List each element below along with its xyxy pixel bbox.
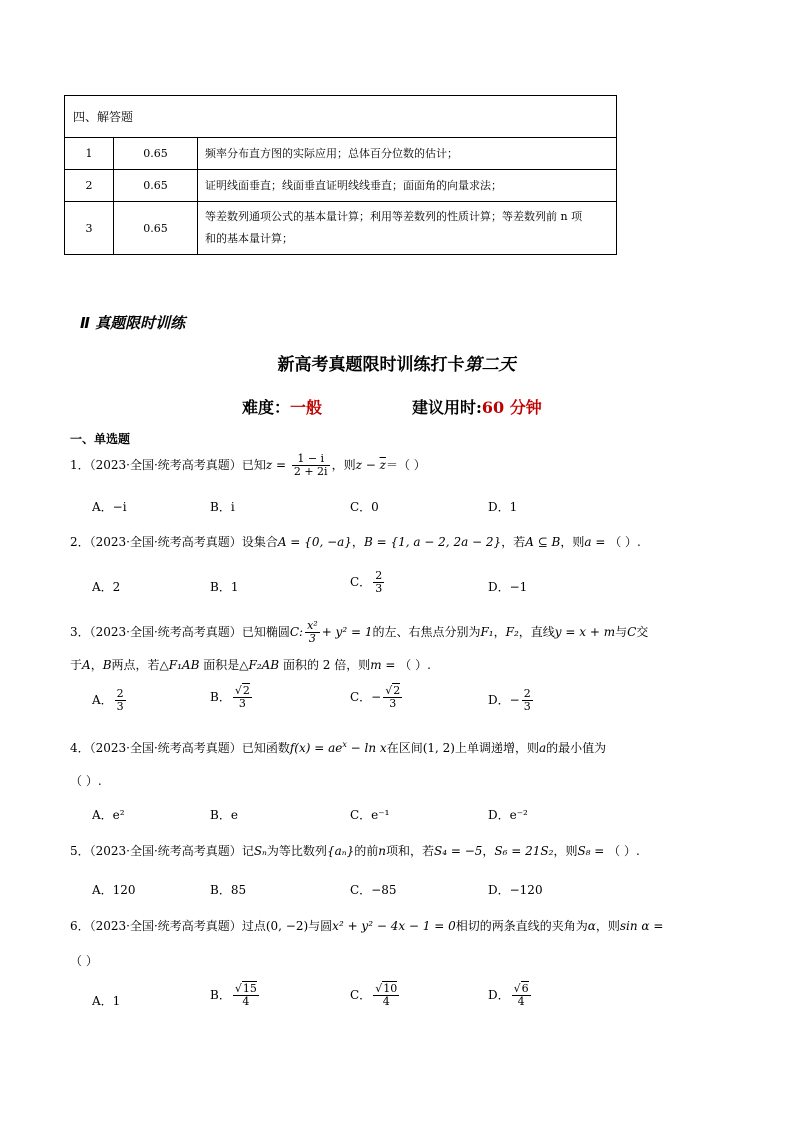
difficulty-line [242, 395, 322, 418]
option-label: A． [92, 693, 113, 707]
question-1: 1．（2023·全国·统考高考真题）已知z = $\frac{1 - i}{2 + 2i}$ ，则$z - \overline{z}=$（ ） [70, 452, 426, 478]
question-answer-blank: = （ ）. [591, 535, 641, 549]
row-score: 0.65 [114, 202, 198, 255]
option-label: B． [210, 690, 231, 704]
question-text: 设集合 [241, 535, 278, 549]
math-var: a [584, 535, 592, 549]
option-b[interactable]: B．i [210, 500, 235, 514]
question-text: 交 [636, 625, 649, 639]
question-source: （2023·全国·统考高考真题） [89, 919, 242, 933]
math-m: m [370, 658, 382, 672]
math-fraction: $\frac{√10}{4}$ [375, 982, 398, 1008]
question-4-line2: （ ）. [70, 774, 102, 788]
question-text: 项和，若 [385, 844, 434, 858]
math-b: B [102, 658, 112, 672]
math-triangle-2: △F₂AB [239, 658, 280, 672]
option-c[interactable]: C．e⁻¹ [350, 808, 390, 822]
question-source: （2023·全国·统考高考真题） [89, 844, 242, 858]
question-5 [70, 842, 640, 860]
row-topic: 频率分布直方图的实际应用；总体百分位数的估计； [198, 138, 617, 170]
option-label: C． [350, 575, 372, 589]
question-text: 过点 [241, 919, 266, 933]
time-value: 60 分钟 [481, 398, 542, 417]
day-title [0, 350, 793, 375]
question-text: 与圆 [308, 919, 333, 933]
row-topic-line2: 和的基本量计算； [205, 232, 293, 245]
math-subset: A ⊆ B [525, 535, 561, 549]
question-text: 的左、右焦点分别为 [372, 625, 481, 639]
math-set-b: B = {1, a − 2, 2a − 2} [363, 535, 502, 549]
option-a[interactable] [92, 688, 128, 713]
section-single-choice: 一、单选题 [70, 432, 131, 446]
punct: ， [482, 844, 495, 858]
question-text: ，则 [553, 844, 578, 858]
option-d[interactable] [488, 983, 533, 1008]
question-text: ，若 [501, 535, 526, 549]
option-d[interactable]: D．1 [488, 500, 518, 514]
question-source: （2023·全国·统考高考真题） [89, 535, 242, 549]
math-condition-2: S₆ = 21S₂ [494, 844, 554, 858]
row-number: 2 [65, 170, 114, 202]
math-triangle-1: △F₁AB [159, 658, 200, 672]
option-c[interactable] [350, 685, 404, 710]
option-a[interactable]: A．120 [92, 883, 136, 897]
row-number: 3 [65, 202, 114, 255]
math-condition-1: S₄ = −5 [434, 844, 483, 858]
math-line: y = x + m [554, 625, 616, 639]
question-text: 已知函数 [241, 741, 290, 755]
math-set-a: A = {0, −a} [277, 535, 352, 549]
question-text: 两点，若 [111, 658, 160, 672]
question-text: ，则 [331, 458, 356, 472]
row-topic: 证明线面垂直；线面垂直证明线线垂直；面面角的向量求法； [198, 170, 617, 202]
math-fraction: $\frac{√2}{3}$ [234, 684, 250, 710]
question-text: 的前 [354, 844, 379, 858]
question-text: 相切的两条直线的夹角为 [455, 919, 588, 933]
question-text: 记 [241, 844, 254, 858]
math-f1: F₁ [480, 625, 494, 639]
difficulty-label: 难度： [242, 398, 291, 417]
question-text: 上单调递增，则 [454, 741, 539, 755]
question-text: 在区间 [386, 741, 423, 755]
knowledge-table [64, 95, 617, 255]
option-c[interactable]: C．0 [350, 500, 379, 514]
question-source: （2023·全国·统考高考真题） [89, 458, 242, 472]
option-label: D．− [488, 693, 520, 707]
math-func-tail: − ln x [346, 741, 387, 755]
option-b[interactable]: B．e [210, 808, 238, 822]
part-heading: Ⅱ 真题限时训练 [80, 314, 186, 332]
question-number: 3． [70, 625, 90, 639]
question-number: 2． [70, 535, 90, 549]
math-point: (0, −2) [265, 919, 309, 933]
question-6-line2: （ ） [70, 954, 98, 968]
option-d[interactable]: D．−1 [488, 580, 528, 594]
math-function [290, 741, 387, 755]
math-fraction: $\frac{2}{3}$ [116, 687, 124, 713]
table-row [65, 202, 617, 255]
question-answer-blank: = （ ）. [381, 658, 431, 672]
question-text: 为等比数列 [266, 844, 327, 858]
option-b[interactable] [210, 983, 261, 1008]
math-c: C [627, 625, 637, 639]
question-number: 5． [70, 844, 90, 858]
question-source: （2023·全国·统考高考真题） [89, 741, 242, 755]
question-answer-blank: = （ ）. [590, 844, 640, 858]
math-fraction: $\frac{√6}{4}$ [513, 982, 529, 1008]
option-a[interactable]: A．e² [92, 808, 125, 822]
question-text: 已知 [241, 458, 266, 472]
option-a[interactable]: A．2 [92, 580, 121, 594]
option-a[interactable]: A．1 [92, 994, 121, 1008]
option-d[interactable]: D．−120 [488, 883, 543, 897]
row-score: 0.65 [114, 138, 198, 170]
option-c[interactable] [350, 570, 386, 595]
math-func-sup: x [342, 740, 347, 749]
question-3-line1: 3．（2023·全国·统考高考真题）已知椭圆C: $\frac{\text{x²}}{3}$ + y² = 1的左、右焦点分别为F₁，F₂，直线y = x + m与C交 [70, 619, 649, 645]
question-text: 面积是 [203, 658, 240, 672]
question-3-line2: 于A，B两点，若△F₁AB 面积是△F₂AB 面积的 2 倍，则m = （ ）. [70, 658, 431, 672]
option-d[interactable]: D．e⁻² [488, 808, 528, 822]
question-number: 6． [70, 919, 90, 933]
math-a: A [82, 658, 91, 672]
time-label: 建议用时: [412, 398, 482, 417]
question-text: 的最小值为 [546, 741, 607, 755]
math-z: z [265, 458, 273, 472]
difficulty-value: 一般 [290, 398, 323, 417]
option-b[interactable]: B．1 [210, 580, 239, 594]
math-fraction: $\frac{√2}{3}$ [385, 684, 401, 710]
math-n: n [378, 844, 386, 858]
math-fraction: $\frac{2}{3}$ [375, 569, 383, 595]
option-label: D． [488, 988, 510, 1002]
option-a[interactable]: A．−i [92, 500, 127, 514]
math-f2: F₂ [505, 625, 519, 639]
row-topic-line1: 等差数列通项公式的基本量计算；利用等差数列的性质计算；等差数列前 n 项 [205, 210, 583, 223]
question-number: 1． [70, 458, 90, 472]
math-sequence: {aₙ} [326, 844, 355, 858]
option-b[interactable]: B．85 [210, 883, 247, 897]
day-title-main: 新高考真题限时训练打卡 [277, 355, 465, 375]
math-fraction: $\frac{√15}{4}$ [234, 982, 257, 1008]
question-text: ，则 [560, 535, 585, 549]
option-label: B． [210, 988, 231, 1002]
question-text: 已知椭圆 [241, 625, 290, 639]
math-sin: sin α = [619, 919, 664, 933]
math-var: a [539, 741, 547, 755]
math-sn: Sₙ [253, 844, 267, 858]
question-text: 于 [70, 658, 83, 672]
math-fraction: $\frac{2}{3}$ [523, 687, 531, 713]
row-score: 0.65 [114, 170, 198, 202]
time-line [412, 395, 542, 418]
day-title-day: 第二天 [464, 355, 516, 375]
option-b[interactable] [210, 685, 254, 710]
math-s8: S₈ [577, 844, 591, 858]
option-label: C． [350, 988, 372, 1002]
math-fraction: $\frac{1 - i}{2 + 2i}$ [293, 452, 328, 478]
question-number: 4． [70, 741, 90, 755]
question-text: ，直线 [518, 625, 555, 639]
math-ellipse: C: $\frac{\text{x²}}{3}$ + y² = 1 [289, 619, 373, 645]
table-section-header: 四、解答题 [65, 96, 617, 138]
question-2 [70, 533, 641, 551]
option-c[interactable] [350, 983, 401, 1008]
question-source: （2023·全国·统考高考真题） [89, 625, 242, 639]
math-alpha: α [587, 919, 596, 933]
question-text: ，则 [595, 919, 620, 933]
option-c[interactable]: C．−85 [350, 883, 397, 897]
math-interval: (1, 2) [422, 741, 455, 755]
table-row [65, 170, 617, 202]
math-circle: x² + y² − 4x − 1 = 0 [332, 919, 456, 933]
row-number: 1 [65, 138, 114, 170]
question-6-line1 [70, 917, 663, 935]
table-row [65, 138, 617, 170]
question-text: 与 [615, 625, 628, 639]
math-z-minus-conj: $z - \overline{z}$ [355, 458, 386, 472]
math-func-main: f(x) = ae [289, 741, 343, 755]
question-text: 面积的 2 倍，则 [282, 658, 371, 672]
question-4-line1 [70, 736, 606, 757]
row-topic [198, 202, 617, 255]
option-d[interactable] [488, 688, 535, 713]
option-label: C．− [350, 690, 382, 704]
question-answer-blank: ＝（ ） [385, 458, 426, 472]
punct: ， [351, 535, 364, 549]
